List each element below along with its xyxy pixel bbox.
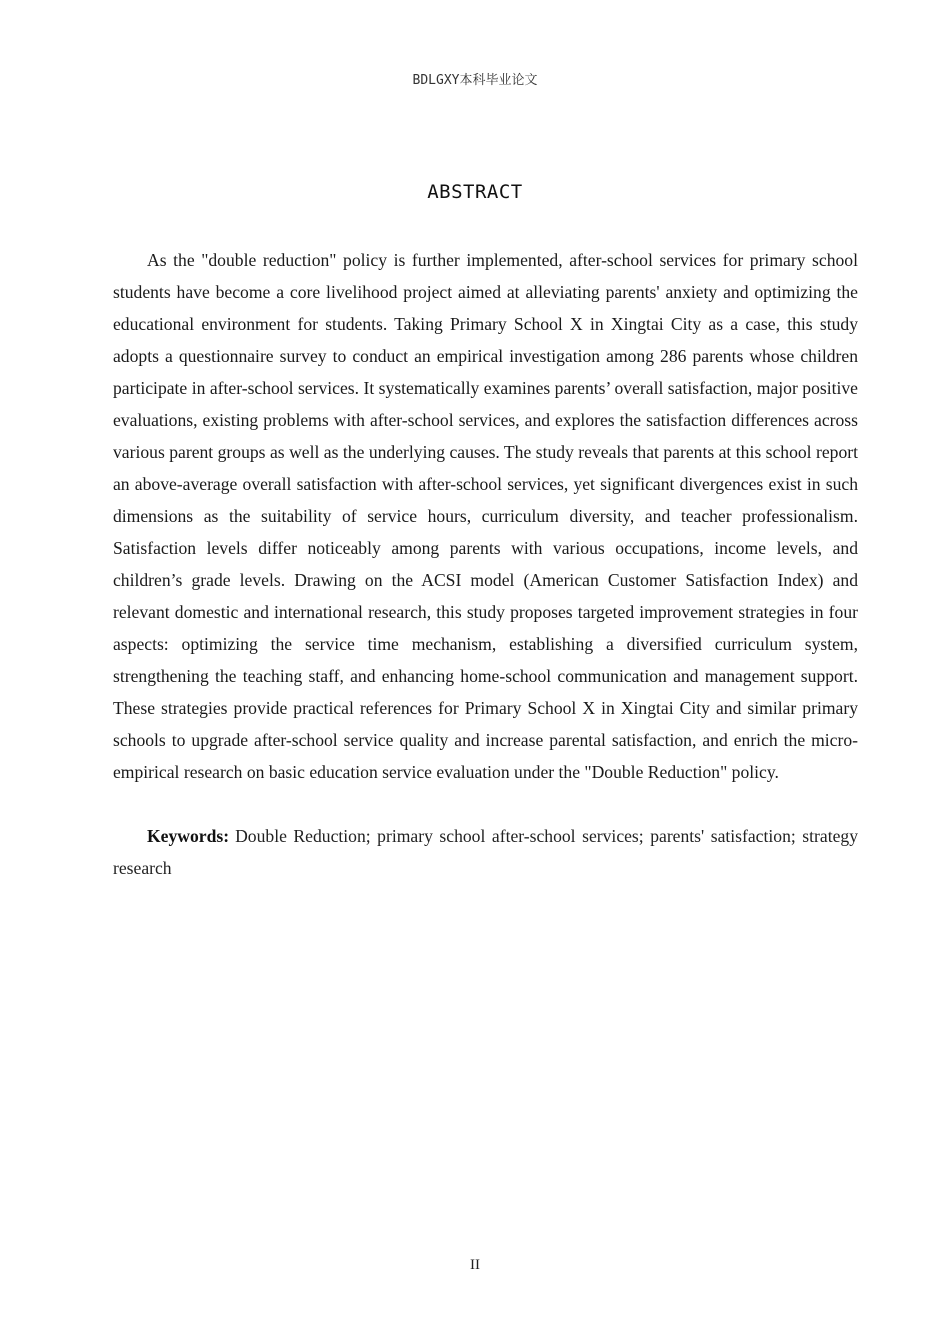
keywords-paragraph [113,820,858,884]
abstract-section [113,244,858,884]
keywords-text: Double Reduction; primary school after-school services; parents' satisfaction; strategy research [113,826,858,878]
abstract-body: As the "double reduction" policy is further implemented, after-school services for primary school students have become a core livelihood project aimed at alleviating parents' anxiety and optimizing the educational environment for students. Taking Primary School X in Xingtai City as a case, this study adopts a questionnaire survey to conduct an empirical investigation among 286 parents whose children participate in after-school services. It systematically examines parents’ overall satisfaction, major positive evaluations, existing problems with after-school services, and explores the satisfaction differences across various parent groups as well as the underlying causes. The study reveals that parents at this school report an above-average overall satisfaction with after-school services, yet significant divergences exist in such dimensions as the suitability of service hours, curriculum diversity, and teacher professionalism. Satisfaction levels differ noticeably among parents with various occupations, income levels, and children’s grade levels. Drawing on the ACSI model (American Customer Satisfaction Index) and relevant domestic and international research, this study proposes targeted improvement strategies in four aspects: optimizing the service time mechanism, establishing a diversified curriculum system, strengthening the teaching staff, and enhancing home-school communication and management support. These strategies provide practical references for Primary School X in Xingtai City and similar primary schools to upgrade after-school service quality and increase parental satisfaction, and enrich the micro-empirical research on basic education service evaluation under the "Double Reduction" policy. [113,250,858,782]
page-number: II [470,1257,480,1273]
running-header: BDLGXY本科毕业论文 [412,73,538,88]
abstract-title: ABSTRACT [427,181,523,203]
keywords-label: Keywords: [147,826,230,846]
